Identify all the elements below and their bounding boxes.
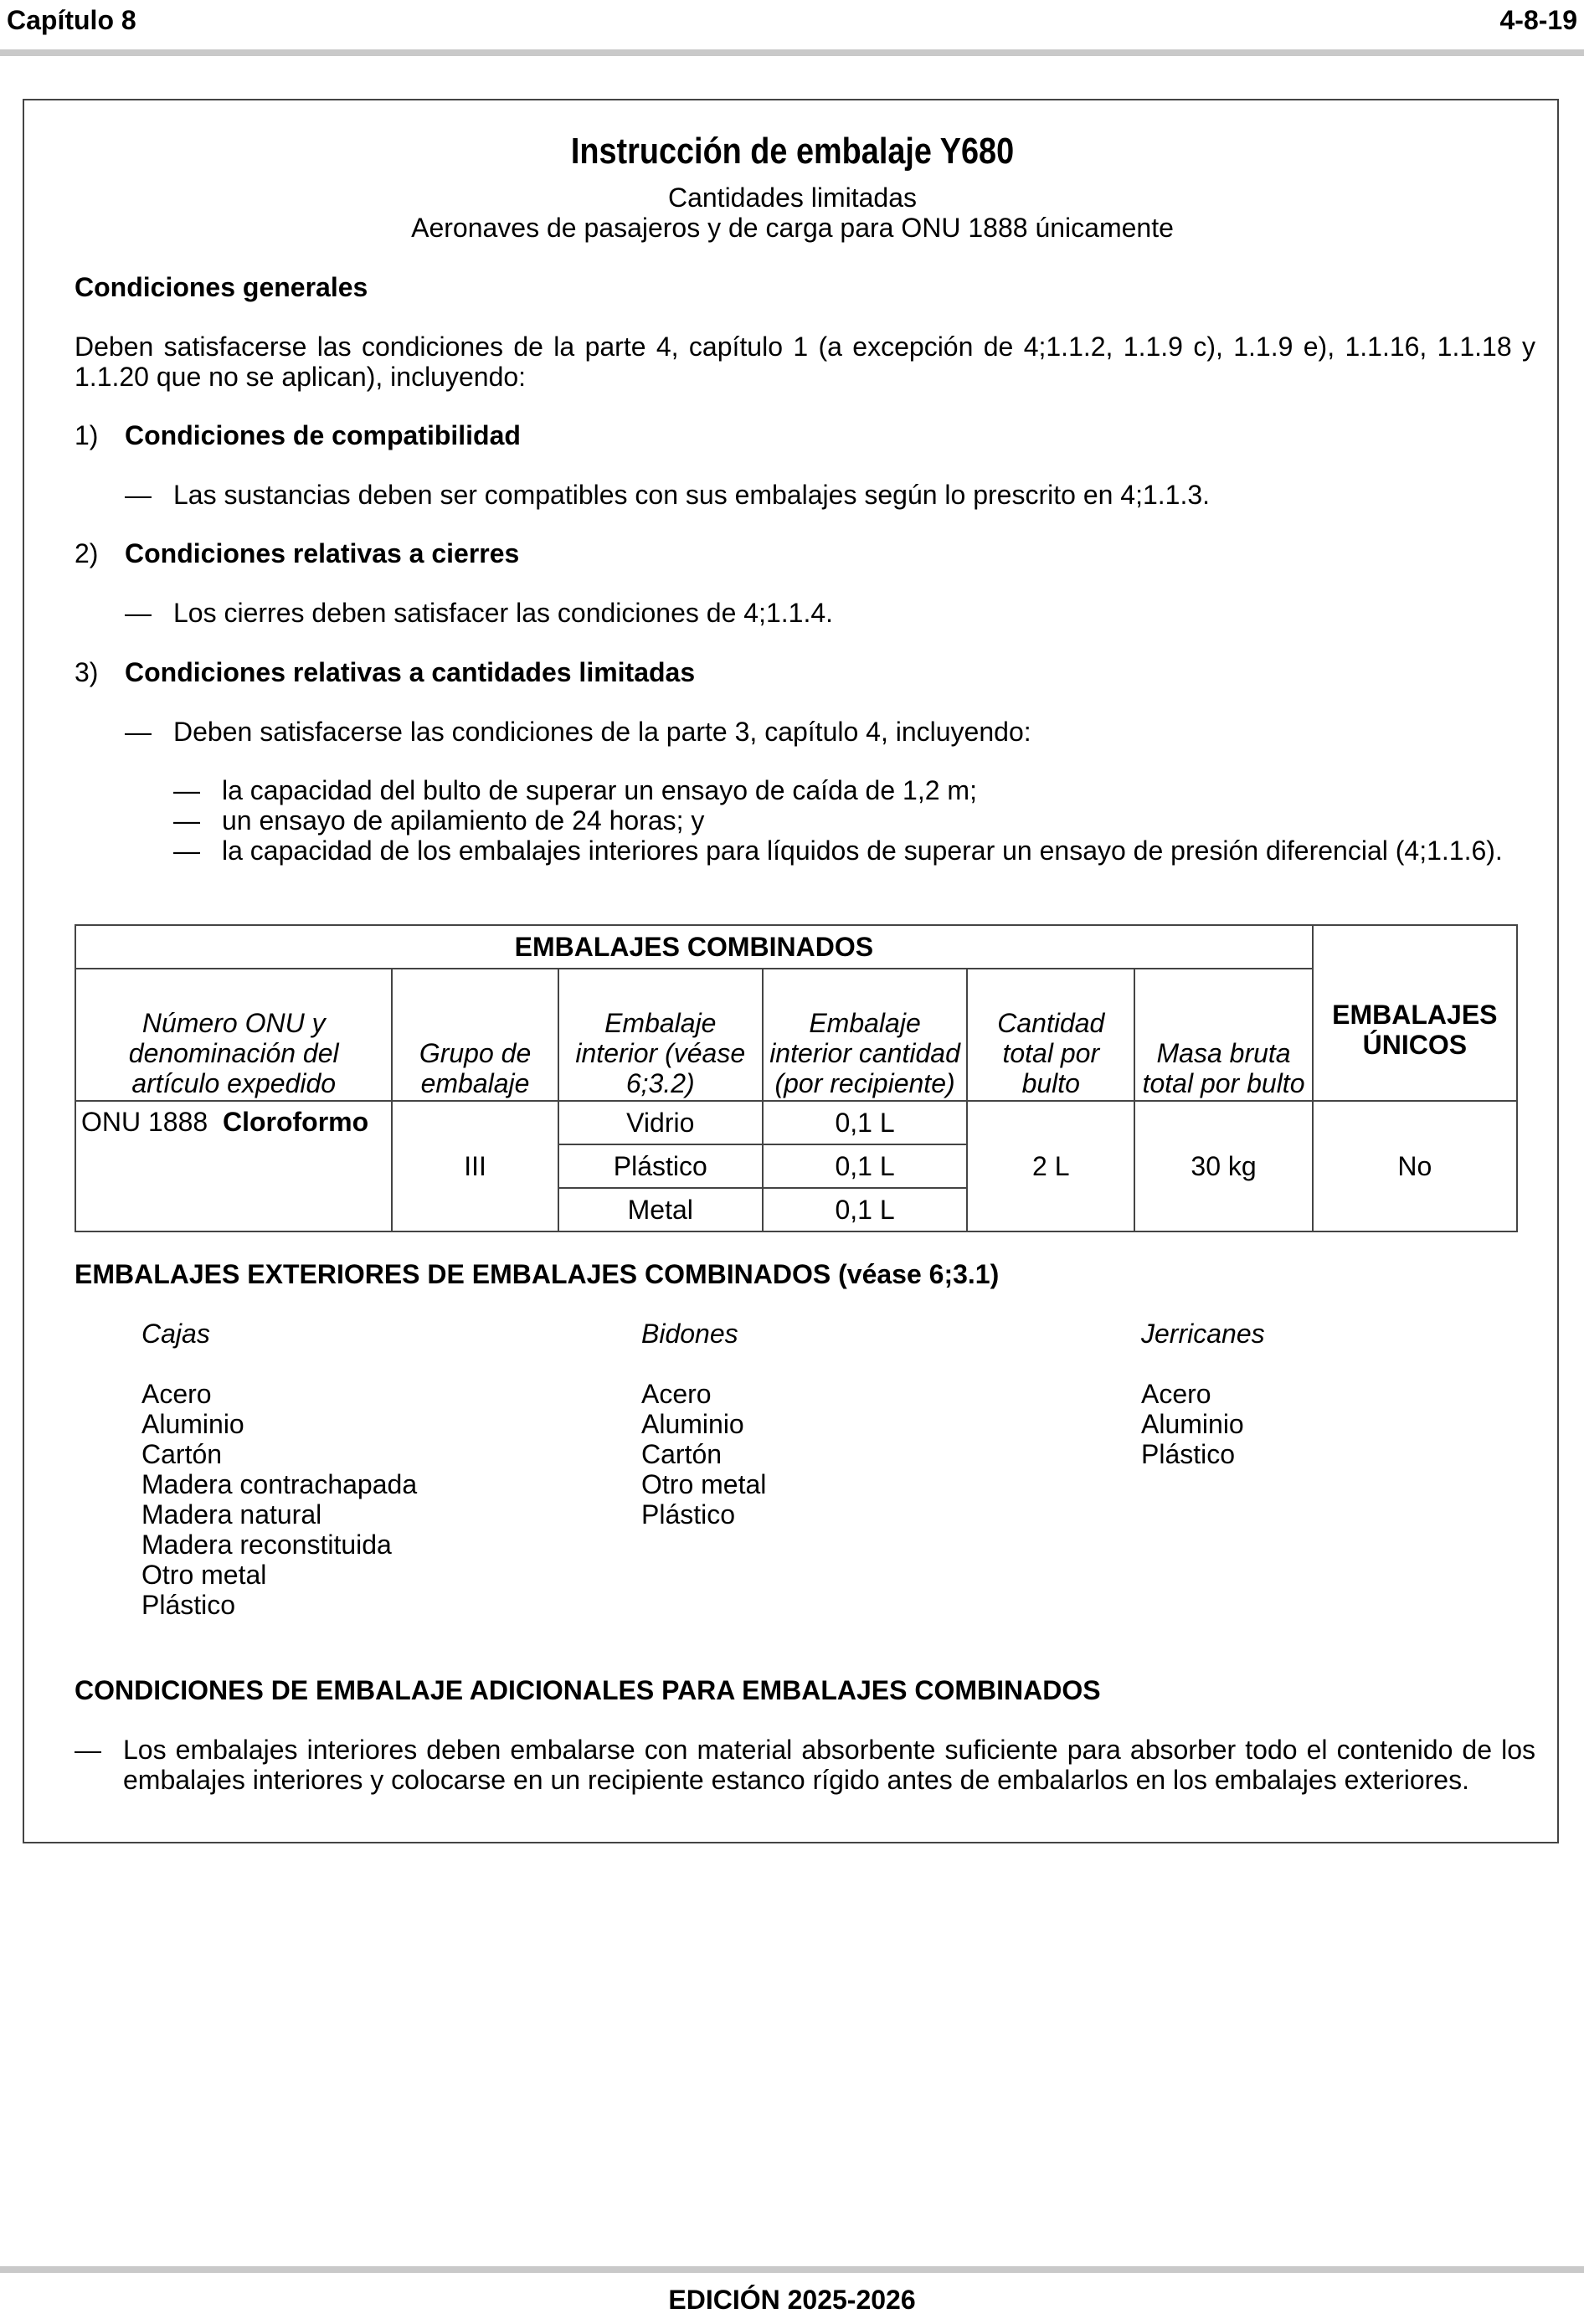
section-number: 3) (75, 657, 99, 687)
un-entry-cell (75, 1101, 392, 1231)
item-text: Los cierres deben satisfacer las condiciones de 4;1.1.4. (173, 598, 834, 628)
inner-packaging-cell: Metal (558, 1188, 763, 1231)
inner-packaging-cell: Plástico (558, 1144, 763, 1188)
outer-column-drums (641, 1319, 1110, 1530)
list-item: Madera natural (141, 1499, 322, 1530)
inner-quantity-cell: 0,1 L (763, 1188, 967, 1231)
inner-packaging-header: Embalaje interior (véase 6;3.2) (558, 969, 763, 1101)
inner-quantity-cell: 0,1 L (763, 1144, 967, 1188)
inner-packaging-cell: Vidrio (558, 1101, 763, 1144)
additional-conditions-heading: CONDICIONES DE EMBALAJE ADICIONALES PARA EMBALAJES COMBINADOS (75, 1675, 1101, 1705)
dash-bullet: — (173, 805, 200, 836)
sublist-item (173, 775, 1535, 805)
list-item: Madera reconstituida (141, 1530, 392, 1560)
packing-group-cell: III (392, 1101, 558, 1231)
additional-conditions-item (75, 1735, 1535, 1795)
packing-instruction-box (23, 99, 1559, 1843)
sublist-item (173, 836, 1535, 866)
un-number-header: Número ONU y denominación del artículo expedido (75, 969, 392, 1101)
dash-bullet: — (125, 717, 152, 747)
section-1-heading (75, 420, 521, 450)
section-2-heading (75, 538, 519, 568)
section-3-heading (75, 657, 695, 687)
general-conditions-text: Deben satisfacerse las condiciones de la parte 4, capítulo 1 (a excepción de 4;1.1.2, 1.1.9 c), 1.1.9 e), 1.1.16, 1.1.18 y 1.1.20 que no se aplican), incluyendo: (75, 332, 1535, 392)
general-conditions-heading: Condiciones generales (75, 272, 368, 302)
un-name: Cloroformo (222, 1107, 369, 1137)
list-item: Aluminio (1141, 1409, 1244, 1439)
total-quantity-header: Cantidad total por bulto (967, 969, 1134, 1101)
list-item: Cartón (641, 1439, 723, 1469)
section-number: 2) (75, 538, 99, 568)
section-number: 1) (75, 420, 99, 450)
section-title: Condiciones relativas a cantidades limitadas (125, 657, 696, 687)
dash-bullet: — (125, 480, 152, 510)
edition-footer: EDICIÓN 2025-2026 (668, 2285, 916, 2315)
inner-quantity-header: Embalaje interior cantidad (por recipiente) (763, 969, 967, 1101)
list-item: Acero (641, 1379, 712, 1409)
outer-column-jerricans (1141, 1319, 1584, 1469)
list-item: Otro metal (641, 1469, 767, 1499)
outer-packagings-heading: EMBALAJES EXTERIORES DE EMBALAJES COMBINADOS (véase 6;3.1) (75, 1259, 1000, 1289)
list-item: Plástico (1141, 1439, 1236, 1469)
subtitle-limited-quantities: Cantidades limitadas (667, 183, 918, 213)
dash-bullet: — (75, 1735, 101, 1765)
list-item: Plástico (641, 1499, 736, 1530)
item-text: la capacidad de los embalajes interiores para líquidos de superar un ensayo de presión diferencial (4;1.1.6). (222, 836, 1503, 866)
item-text: Las sustancias deben ser compatibles con sus embalajes según lo prescrito en 4;1.1.3. (173, 480, 1211, 510)
list-item: Plástico (141, 1590, 236, 1620)
limited-quantity-sublist (173, 775, 1535, 866)
page-number: 4-8-19 (1499, 5, 1577, 35)
packaging-table (75, 924, 1518, 1232)
chapter-label: Capítulo 8 (7, 5, 136, 35)
total-quantity-cell: 2 L (967, 1101, 1134, 1231)
packing-group-header: Grupo de embalaje (392, 969, 558, 1101)
dash-bullet: — (173, 775, 200, 805)
list-item: Acero (1141, 1379, 1211, 1409)
single-packagings-cell: No (1313, 1101, 1517, 1231)
item-text: Deben satisfacerse las condiciones de la parte 3, capítulo 4, incluyendo: (173, 717, 1031, 747)
header-divider (0, 49, 1584, 56)
inner-quantity-cell: 0,1 L (763, 1101, 967, 1144)
outer-column-boxes (141, 1319, 610, 1620)
column-heading: Bidones (641, 1319, 738, 1349)
section-title: Condiciones relativas a cierres (125, 538, 520, 568)
item-text: Los embalajes interiores deben embalarse con material absorbente suficiente para absorber todo el contenido de los embalajes interiores y colocarse en un recipiente estanco rígido antes de embalarlos en los embalajes exteriores. (123, 1735, 1535, 1795)
column-heading: Jerricanes (1141, 1319, 1265, 1349)
section-2-item (125, 598, 833, 628)
list-item: Aluminio (141, 1409, 244, 1439)
column-heading: Cajas (141, 1319, 210, 1349)
combined-packagings-header: EMBALAJES COMBINADOS (75, 925, 1313, 969)
item-text: un ensayo de apilamiento de 24 horas; y (222, 805, 705, 836)
list-item: Acero (141, 1379, 212, 1409)
list-item: Madera contrachapada (141, 1469, 418, 1499)
section-1-item (125, 480, 1210, 510)
footer-divider (0, 2266, 1584, 2273)
list-item: Aluminio (641, 1409, 744, 1439)
item-text: la capacidad del bulto de superar un ensayo de caída de 1,2 m; (222, 775, 977, 805)
list-item: Otro metal (141, 1560, 267, 1590)
dash-bullet: — (125, 598, 152, 628)
dash-bullet: — (173, 836, 200, 866)
gross-mass-cell: 30 kg (1134, 1101, 1312, 1231)
page-title: Instrucción de embalaje Y680 (570, 131, 1015, 172)
single-packagings-header: EMBALAJES ÚNICOS (1313, 925, 1517, 1101)
section-title: Condiciones de compatibilidad (125, 420, 521, 450)
subtitle-aircraft: Aeronaves de pasajeros y de carga para ONU 1888 únicamente (411, 213, 1174, 243)
list-item: Cartón (141, 1439, 223, 1469)
gross-mass-header: Masa bruta total por bulto (1134, 969, 1312, 1101)
section-3-item (125, 717, 1031, 747)
un-number: ONU 1888 (81, 1107, 208, 1137)
sublist-item (173, 805, 1535, 836)
